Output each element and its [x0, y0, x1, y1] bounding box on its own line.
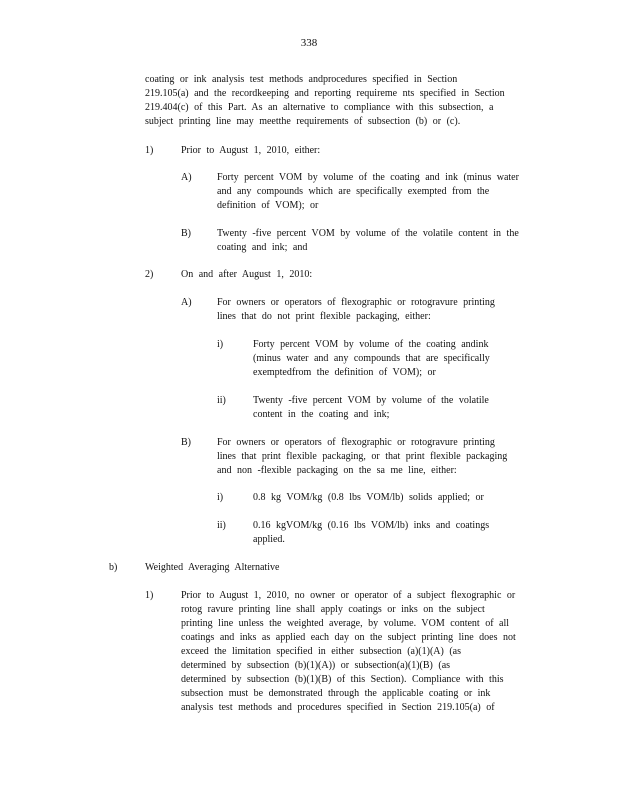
item-1-B-line: coating and ink; and	[217, 242, 308, 253]
item-2-B-ii-marker: ii)	[217, 520, 226, 531]
item-1-B-line: Twenty -five percent VOM by volume of the volatile content in the	[217, 228, 519, 239]
item-2-A-ii-line: content in the coating and ink;	[253, 409, 390, 420]
item-2-A-i-line: (minus water and any compounds that are specifically	[253, 353, 490, 364]
section-b-item-1-line: exceed the limitation specified in either subsection (a)(1)(A) (as	[181, 646, 462, 657]
intro-line: coating or ink analysis test methods andprocedures specified in Section	[145, 74, 458, 85]
intro-line: subject printing line may meetthe requirements of subsection (b) or (c).	[145, 116, 461, 127]
item-2-A-line: For owners or operators of flexographic or rotogravure printing	[217, 297, 495, 308]
item-2-B-line: lines that print flexible packaging, or that print flexible packaging	[217, 451, 508, 462]
section-b-title: Weighted Averaging Alternative	[145, 562, 280, 573]
item-1-B-marker: B)	[181, 228, 191, 239]
item-2-B-ii-line: applied.	[253, 534, 285, 545]
item-2-B-ii-line: 0.16 kgVOM/kg (0.16 lbs VOM/lb) inks and coatings	[253, 520, 490, 531]
section-b-item-1-marker: 1)	[145, 590, 154, 601]
item-2-A-i-marker: i)	[217, 339, 224, 350]
item-1-A-marker: A)	[181, 172, 192, 183]
item-2-A-ii-marker: ii)	[217, 395, 226, 406]
intro-line: 219.105(a) and the recordkeeping and reporting requireme nts specified in Section	[145, 88, 505, 99]
page-number: 338	[300, 37, 318, 49]
item-2-A-ii-line: Twenty -five percent VOM by volume of the volatile	[253, 395, 489, 406]
section-b-item-1-line: subsection must be demonstrated through the applicable coating or ink	[181, 688, 491, 699]
item-2-A-marker: A)	[181, 297, 192, 308]
item-2-B-i-marker: i)	[217, 492, 224, 503]
item-1-text: Prior to August 1, 2010, either:	[181, 145, 321, 156]
section-b-item-1-line: printing line unless the weighted average, by volume. VOM content of all	[181, 618, 510, 629]
intro-line: 219.404(c) of this Part. As an alternative to compliance with this subsection, a	[145, 102, 494, 113]
section-b-item-1-line: Prior to August 1, 2010, no owner or operator of a subject flexographic or	[181, 590, 516, 601]
section-b-item-1-line: rotog ravure printing line shall apply coatings or inks on the subject	[181, 604, 485, 615]
item-2-A-i-line: Forty percent VOM by volume of the coating andink	[253, 339, 489, 350]
item-2-B-line: and non -flexible packaging on the sa me line, either:	[217, 465, 457, 476]
section-b-item-1-line: coatings and inks as applied each day on the subject printing line does not	[181, 632, 516, 643]
item-2-B-marker: B)	[181, 437, 191, 448]
section-b-item-1-line: determined by subsection (b)(1)(A)) or subsection(a)(1)(B) (as	[181, 660, 451, 671]
item-2-A-i-line: exemptedfrom the definition of VOM); or	[253, 367, 436, 378]
item-2-marker: 2)	[145, 269, 154, 280]
item-2-B-i-line: 0.8 kg VOM/kg (0.8 lbs VOM/lb) solids applied; or	[253, 492, 484, 503]
item-1-A-line: definition of VOM); or	[217, 200, 319, 211]
item-1-A-line: Forty percent VOM by volume of the coating and ink (minus water	[217, 172, 519, 183]
item-1-marker: 1)	[145, 145, 154, 156]
item-1-A-line: and any compounds which are specifically exempted from the	[217, 186, 490, 197]
item-2-A-line: lines that do not print flexible packaging, either:	[217, 311, 431, 322]
section-b-item-1-line: determined by subsection (b)(1)(B) of this Section). Compliance with this	[181, 674, 504, 685]
section-b-item-1-line: analysis test methods and procedures specified in Section 219.105(a) of	[181, 702, 495, 713]
item-2-B-line: For owners or operators of flexographic or rotogravure printing	[217, 437, 495, 448]
item-2-text: On and after August 1, 2010:	[181, 269, 313, 280]
section-b-marker: b)	[109, 562, 118, 573]
